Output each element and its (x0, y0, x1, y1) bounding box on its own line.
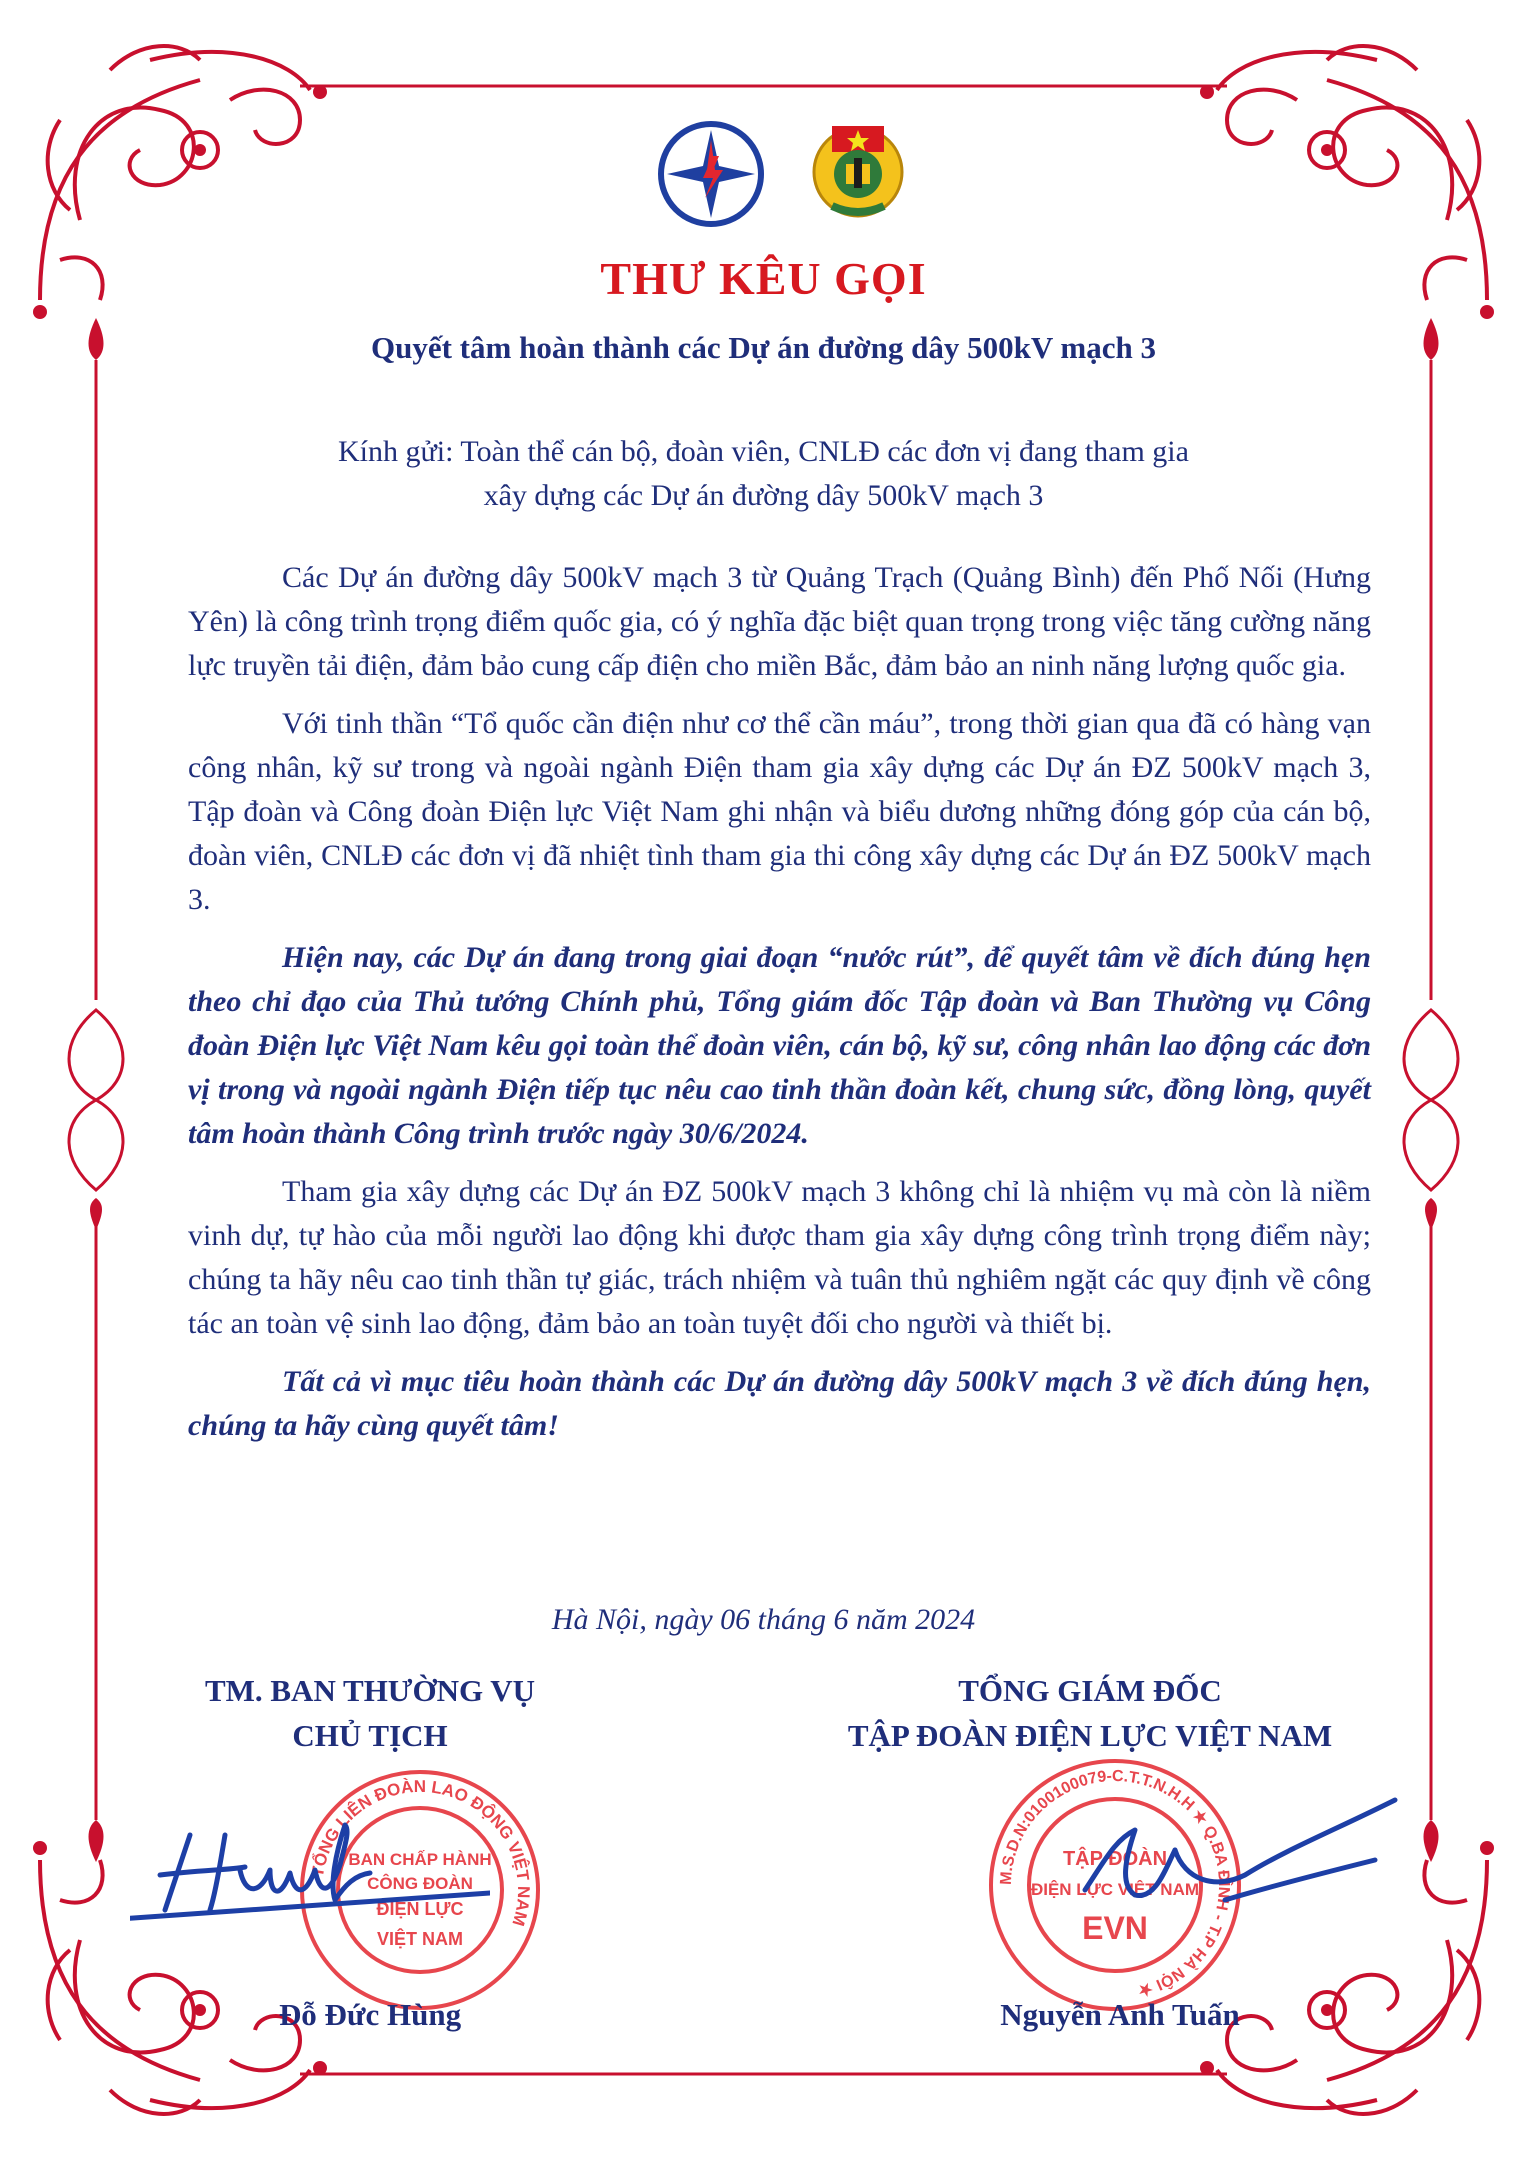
letter-date: Hà Nội, ngày 06 tháng 6 năm 2024 (551, 1603, 976, 1636)
left-signer-title-1: TM. BAN THƯỜNG VỤ (204, 1673, 536, 1708)
body-paragraph-2: Với tinh thần “Tổ quốc cần điện như cơ thể cần máu”, trong thời gian qua đã có hàng vạn công nhân, kỹ sư trong và ngoài ngành Điện tham gia xây dựng các Dự án ĐZ 500kV mạch 3, Tập đoàn và Công đoàn Điện lực Việt Nam ghi nhận và biểu dương những đóng góp của cán bộ, đoàn viên, CNLĐ các đơn vị đã nhiệt tình tham gia thi công xây dựng các Dự án ĐZ 500kV mạch 3. (188, 707, 1371, 916)
body-paragraph-3: Hiện nay, các Dự án đang trong giai đoạn “nước rút”, để quyết tâm về đích đúng hẹn theo chỉ đạo của Thủ tướng Chính phủ, Tổng giám đốc Tập đoàn và Ban Thường vụ Công đoàn Điện lực Việt Nam kêu gọi toàn thể đoàn viên, cán bộ, kỹ sư, công nhân lao động các đơn vị trong và ngoài ngành Điện tiếp tục nêu cao tinh thần đoàn kết, chung sức, đồng lòng, quyết tâm hoàn thành Công trình trước ngày 30/6/2024. (188, 941, 1371, 1150)
cong-doan-logo (810, 118, 906, 230)
letter-subtitle: Quyết tâm hoàn thành các Dự án đường dây 500kV mạch 3 (371, 330, 1156, 365)
body-paragraph-5: Tất cả vì mục tiêu hoàn thành các Dự án đường dây 500kV mạch 3 về đích đúng hẹn, chúng ta hãy cùng quyết tâm! (188, 1365, 1371, 1442)
signature-block-right (790, 1668, 1390, 1758)
right-signer-name: Nguyễn Anh Tuấn (1000, 1997, 1240, 2032)
evn-logo (655, 118, 767, 230)
body-paragraph-1: Các Dự án đường dây 500kV mạch 3 từ Quảng Trạch (Quảng Bình) đến Phố Nối (Hưng Yên) là công trình trọng điểm quốc gia, có ý nghĩa đặc biệt quan trọng trong việc tăng cường năng lực truyền tải điện, đảm bảo cung cấp điện cho miền Bắc, đảm bảo an ninh năng lượng quốc gia. (188, 561, 1371, 682)
left-signer-title-2: CHỦ TỊCH (292, 1718, 448, 1753)
left-handwritten-signature (130, 1815, 490, 1935)
union-stamp-ring-text: TỔNG LIÊN ĐOÀN LAO ĐỘNG VIỆT NAM (307, 1776, 534, 1929)
evn-stamp-center-1: TẬP ĐOÀN (1062, 1848, 1168, 1870)
letter-title: THƯ KÊU GỌI (600, 253, 927, 304)
body-paragraph-4: Tham gia xây dựng các Dự án ĐZ 500kV mạch 3 không chỉ là nhiệm vụ mà còn là niềm vinh dự, tự hào của mỗi người lao động khi được tham gia xây dựng công trình trọng điểm này; chúng ta hãy nêu cao tinh thần tự giác, trách nhiệm và tuân thủ nghiêm ngặt các quy định về công tác an toàn vệ sinh lao động, đảm bảo an toàn tuyệt đối cho người và thiết bị. (188, 1175, 1371, 1340)
salutation-line-1: Kính gửi: Toàn thể cán bộ, đoàn viên, CNLĐ các đơn vị đang tham gia (338, 435, 1189, 468)
evn-stamp-center-3: EVN (1082, 1910, 1148, 1946)
letter-body (188, 556, 1371, 1462)
header-logos (0, 118, 1527, 238)
right-handwritten-signature (1075, 1790, 1405, 1930)
union-stamp-center-1: BAN CHẤP HÀNH (348, 1850, 492, 1869)
evn-stamp-ring-text: M.S.D.N:0100100079-C.T.T.N.H.H ★ Q.BA ĐÌNH - T.P HÀ NỘI ★ (997, 1767, 1233, 2000)
salutation-line-2: xây dựng các Dự án đường dây 500kV mạch 3 (483, 479, 1044, 512)
salutation (0, 430, 1527, 518)
evn-stamp-center-2: ĐIỆN LỰC VIỆT NAM (1030, 1880, 1200, 1899)
left-signer-name: Đỗ Đức Hùng (278, 1997, 462, 2032)
signature-block-left (160, 1668, 580, 1758)
union-stamp-center-4: VIỆT NAM (376, 1929, 464, 1949)
right-signer-title-1: TỔNG GIÁM ĐỐC (958, 1673, 1222, 1708)
union-stamp-center-2: CÔNG ĐOÀN (367, 1874, 473, 1893)
right-signer-title-2: TẬP ĐOÀN ĐIỆN LỰC VIỆT NAM (847, 1718, 1333, 1753)
union-stamp-center-3: ĐIỆN LỰC (376, 1899, 464, 1919)
